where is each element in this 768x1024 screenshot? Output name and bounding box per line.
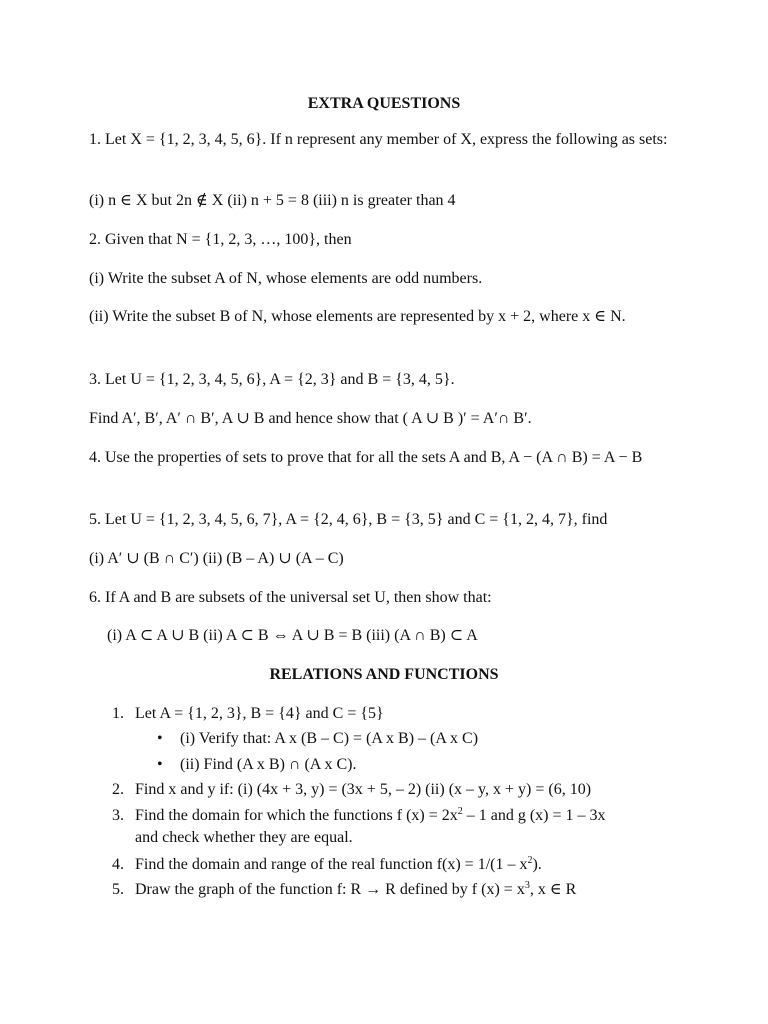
question-2-part-ii: (ii) Write the subset B of N, whose elements are represented by x + 2, where x ∈ N. xyxy=(89,308,626,325)
section-title-extra-questions: EXTRA QUESTIONS xyxy=(307,95,461,112)
question-3-find: Find A′, B′, A′ ∩ B′, A ∪ B and hence show that ( A ∪ B )′ = A′∩ B′. xyxy=(89,410,532,427)
list-item-text: Find the domain and range of the real function $f(x) = 1/(1 - x^2)$. xyxy=(135,855,542,873)
bullet-icon: • xyxy=(157,730,163,747)
question-1: 1. Let X = {1, 2, 3, 4, 5, 6}. If n represent any member of X, express the following as sets: xyxy=(89,131,668,148)
question-6-parts: (i) A ⊂ A ∪ B (ii) A ⊂ B ⇔ A ∪ B = B (iii) (A ∩ B) ⊂ A xyxy=(107,627,478,644)
question-3: 3. Let U = {1, 2, 3, 4, 5, 6}, A = {2, 3} and B = {3, 4, 5}. xyxy=(89,371,455,388)
bullet-icon: • xyxy=(157,756,163,773)
list-item-number: 1. xyxy=(112,705,124,722)
question-2: 2. Given that N = {1, 2, 3, …, 100}, then xyxy=(89,231,352,248)
list-item-text: Draw the graph of the function f: R → R defined by f $(x) = x^3$, x ∈ R xyxy=(135,880,577,898)
question-4: 4. Use the properties of sets to prove that for all the sets A and B, A − (A ∩ B) = A − B xyxy=(89,449,643,466)
question-5-parts: (i) A′ ∪ (B ∩ C′) (ii) (B – A) ∪ (A – C) xyxy=(89,550,344,567)
question-5: 5. Let U = {1, 2, 3, 4, 5, 6, 7}, A = {2, 4, 6}, B = {3, 5} and C = {1, 2, 4, 7}, find xyxy=(89,511,608,528)
list-item-number: 3. xyxy=(112,807,124,824)
list-item-text: Let A = {1, 2, 3}, B = {4} and C = {5} xyxy=(135,705,384,722)
bullet-text: (ii) Find (A x B) ∩ (A x C). xyxy=(180,756,357,773)
list-item-text: Find the domain for which the functions f $(x) = 2x^2 - 1$ and g (x) = 1 – 3x and check whether they are equal. xyxy=(135,806,606,846)
list-item-number: 2. xyxy=(112,781,124,798)
section-title-relations-and-functions: RELATIONS AND FUNCTIONS xyxy=(269,666,499,683)
question-1-parts: (i) n ∈ X but 2n ∉ X (ii) n + 5 = 8 (iii) n is greater than 4 xyxy=(89,192,456,209)
question-6: 6. If A and B are subsets of the universal set U, then show that: xyxy=(89,589,492,606)
list-item-number: 5. xyxy=(112,881,124,898)
bullet-text: (i) Verify that: A x (B – C) = (A x B) – (A x C) xyxy=(180,730,479,747)
list-item-number: 4. xyxy=(112,856,124,873)
question-2-part-i: (i) Write the subset A of N, whose elements are odd numbers. xyxy=(89,270,483,287)
list-item-text: Find x and y if: (i) (4x + 3, y) = (3x + 5, – 2) (ii) (x – y, x + y) = (6, 10) xyxy=(135,781,592,798)
